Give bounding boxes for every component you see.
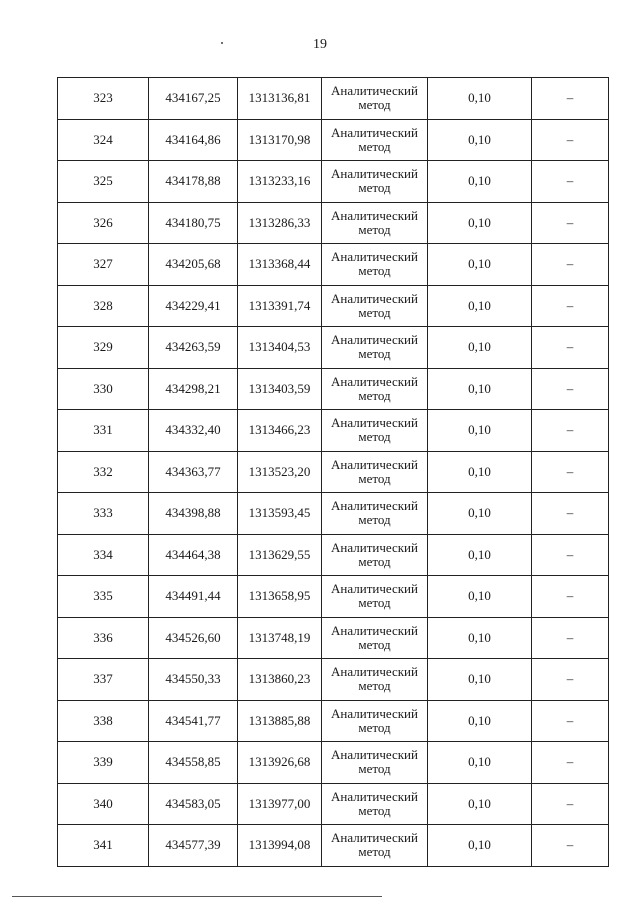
method-text: Аналитический [331, 498, 418, 514]
method-text: Аналитический [331, 788, 418, 804]
method-text: метод [358, 263, 391, 279]
x-coordinate-cell: 434464,38 [149, 534, 238, 576]
table-row [58, 410, 609, 452]
y-coordinate-cell: 1313926,68 [238, 742, 322, 784]
coordinates-table-body [58, 78, 609, 867]
y-coordinate-cell: 1313368,44 [238, 244, 322, 286]
method-cell [322, 285, 428, 327]
method-text: метод [358, 761, 391, 777]
table-row [58, 783, 609, 825]
x-coordinate-cell: 434577,39 [149, 825, 238, 867]
accuracy-cell: 0,10 [428, 742, 532, 784]
table-row [58, 202, 609, 244]
method-text: Аналитический [331, 332, 418, 348]
method-text: Аналитический [331, 207, 418, 223]
method-cell [322, 244, 428, 286]
x-coordinate-cell: 434178,88 [149, 161, 238, 203]
x-coordinate-cell: 434558,85 [149, 742, 238, 784]
method-cell [322, 202, 428, 244]
point-number-cell: 336 [58, 617, 149, 659]
point-number-cell: 334 [58, 534, 149, 576]
method-text: метод [358, 512, 391, 528]
note-cell: – [532, 119, 609, 161]
accuracy-cell: 0,10 [428, 700, 532, 742]
note-cell: – [532, 534, 609, 576]
y-coordinate-cell: 1313233,16 [238, 161, 322, 203]
point-number-cell: 338 [58, 700, 149, 742]
method-text: Аналитический [331, 124, 418, 140]
accuracy-cell: 0,10 [428, 327, 532, 369]
point-number-cell: 332 [58, 451, 149, 493]
method-cell [322, 493, 428, 535]
table-row [58, 742, 609, 784]
x-coordinate-cell: 434298,21 [149, 368, 238, 410]
method-text: Аналитический [331, 83, 418, 99]
x-coordinate-cell: 434205,68 [149, 244, 238, 286]
method-cell [322, 617, 428, 659]
method-text: Аналитический [331, 830, 418, 846]
method-text: Аналитический [331, 249, 418, 265]
note-cell: – [532, 368, 609, 410]
x-coordinate-cell: 434550,33 [149, 659, 238, 701]
y-coordinate-cell: 1313860,23 [238, 659, 322, 701]
point-number-cell: 323 [58, 78, 149, 120]
point-number-cell: 331 [58, 410, 149, 452]
accuracy-cell: 0,10 [428, 368, 532, 410]
x-coordinate-cell: 434491,44 [149, 576, 238, 618]
method-text: метод [358, 221, 391, 237]
method-text: Аналитический [331, 456, 418, 472]
note-cell: – [532, 493, 609, 535]
method-text: метод [358, 595, 391, 611]
accuracy-cell: 0,10 [428, 78, 532, 120]
method-cell [322, 534, 428, 576]
accuracy-cell: 0,10 [428, 783, 532, 825]
coordinates-table [57, 77, 609, 867]
method-text: метод [358, 719, 391, 735]
method-text: Аналитический [331, 539, 418, 555]
method-text: Аналитический [331, 166, 418, 182]
table-row [58, 659, 609, 701]
y-coordinate-cell: 1313977,00 [238, 783, 322, 825]
method-cell [322, 410, 428, 452]
note-cell: – [532, 327, 609, 369]
note-cell: – [532, 825, 609, 867]
note-cell: – [532, 78, 609, 120]
table-row [58, 700, 609, 742]
note-cell: – [532, 783, 609, 825]
table-row [58, 78, 609, 120]
method-text: метод [358, 138, 391, 154]
point-number-cell: 327 [58, 244, 149, 286]
point-number-cell: 329 [58, 327, 149, 369]
accuracy-cell: 0,10 [428, 493, 532, 535]
method-cell [322, 327, 428, 369]
point-number-cell: 328 [58, 285, 149, 327]
accuracy-cell: 0,10 [428, 161, 532, 203]
note-cell: – [532, 244, 609, 286]
table-row [58, 327, 609, 369]
table-row [58, 285, 609, 327]
y-coordinate-cell: 1313136,81 [238, 78, 322, 120]
x-coordinate-cell: 434180,75 [149, 202, 238, 244]
note-cell: – [532, 576, 609, 618]
accuracy-cell: 0,10 [428, 285, 532, 327]
y-coordinate-cell: 1313994,08 [238, 825, 322, 867]
method-text: метод [358, 304, 391, 320]
method-cell [322, 825, 428, 867]
y-coordinate-cell: 1313403,59 [238, 368, 322, 410]
method-text: Аналитический [331, 747, 418, 763]
accuracy-cell: 0,10 [428, 659, 532, 701]
x-coordinate-cell: 434332,40 [149, 410, 238, 452]
y-coordinate-cell: 1313466,23 [238, 410, 322, 452]
accuracy-cell: 0,10 [428, 119, 532, 161]
method-text: метод [358, 180, 391, 196]
method-text: Аналитический [331, 415, 418, 431]
method-text: метод [358, 678, 391, 694]
table-row [58, 161, 609, 203]
method-cell [322, 576, 428, 618]
y-coordinate-cell: 1313523,20 [238, 451, 322, 493]
note-cell: – [532, 410, 609, 452]
method-text: Аналитический [331, 290, 418, 306]
method-text: метод [358, 636, 391, 652]
y-coordinate-cell: 1313748,19 [238, 617, 322, 659]
x-coordinate-cell: 434541,77 [149, 700, 238, 742]
method-text: Аналитический [331, 664, 418, 680]
note-cell: – [532, 285, 609, 327]
note-cell: – [532, 161, 609, 203]
accuracy-cell: 0,10 [428, 576, 532, 618]
x-coordinate-cell: 434398,88 [149, 493, 238, 535]
point-number-cell: 335 [58, 576, 149, 618]
point-number-cell: 324 [58, 119, 149, 161]
bottom-rule [12, 896, 382, 897]
accuracy-cell: 0,10 [428, 202, 532, 244]
method-text: метод [358, 470, 391, 486]
table-row [58, 617, 609, 659]
accuracy-cell: 0,10 [428, 410, 532, 452]
note-cell: – [532, 202, 609, 244]
table-row [58, 244, 609, 286]
note-cell: – [532, 700, 609, 742]
method-text: метод [358, 387, 391, 403]
point-number-cell: 333 [58, 493, 149, 535]
method-text: Аналитический [331, 581, 418, 597]
y-coordinate-cell: 1313629,55 [238, 534, 322, 576]
method-cell [322, 451, 428, 493]
method-cell [322, 700, 428, 742]
table-row [58, 534, 609, 576]
point-number-cell: 325 [58, 161, 149, 203]
method-text: метод [358, 429, 391, 445]
accuracy-cell: 0,10 [428, 244, 532, 286]
x-coordinate-cell: 434363,77 [149, 451, 238, 493]
accuracy-cell: 0,10 [428, 534, 532, 576]
x-coordinate-cell: 434583,05 [149, 783, 238, 825]
note-cell: – [532, 742, 609, 784]
point-number-cell: 326 [58, 202, 149, 244]
method-cell [322, 119, 428, 161]
y-coordinate-cell: 1313593,45 [238, 493, 322, 535]
y-coordinate-cell: 1313170,98 [238, 119, 322, 161]
x-coordinate-cell: 434164,86 [149, 119, 238, 161]
method-text: метод [358, 802, 391, 818]
y-coordinate-cell: 1313658,95 [238, 576, 322, 618]
note-cell: – [532, 451, 609, 493]
method-text: метод [358, 346, 391, 362]
method-text: метод [358, 553, 391, 569]
y-coordinate-cell: 1313286,33 [238, 202, 322, 244]
table-row [58, 825, 609, 867]
point-number-cell: 340 [58, 783, 149, 825]
method-cell [322, 783, 428, 825]
table-row [58, 451, 609, 493]
y-coordinate-cell: 1313391,74 [238, 285, 322, 327]
table-row [58, 119, 609, 161]
y-coordinate-cell: 1313885,88 [238, 700, 322, 742]
table-row [58, 576, 609, 618]
method-text: Аналитический [331, 622, 418, 638]
method-cell [322, 78, 428, 120]
method-cell [322, 368, 428, 410]
method-text: метод [358, 844, 391, 860]
point-number-cell: 341 [58, 825, 149, 867]
x-coordinate-cell: 434167,25 [149, 78, 238, 120]
x-coordinate-cell: 434263,59 [149, 327, 238, 369]
table-row [58, 493, 609, 535]
point-number-cell: 330 [58, 368, 149, 410]
method-text: Аналитический [331, 373, 418, 389]
accuracy-cell: 0,10 [428, 617, 532, 659]
point-number-cell: 337 [58, 659, 149, 701]
accuracy-cell: 0,10 [428, 825, 532, 867]
method-text: Аналитический [331, 705, 418, 721]
x-coordinate-cell: 434526,60 [149, 617, 238, 659]
page-number: 19 [313, 37, 327, 52]
note-cell: – [532, 659, 609, 701]
method-cell [322, 161, 428, 203]
point-number-cell: 339 [58, 742, 149, 784]
y-coordinate-cell: 1313404,53 [238, 327, 322, 369]
table-row [58, 368, 609, 410]
note-cell: – [532, 617, 609, 659]
method-cell [322, 659, 428, 701]
x-coordinate-cell: 434229,41 [149, 285, 238, 327]
method-text: метод [358, 97, 391, 113]
accuracy-cell: 0,10 [428, 451, 532, 493]
method-cell [322, 742, 428, 784]
